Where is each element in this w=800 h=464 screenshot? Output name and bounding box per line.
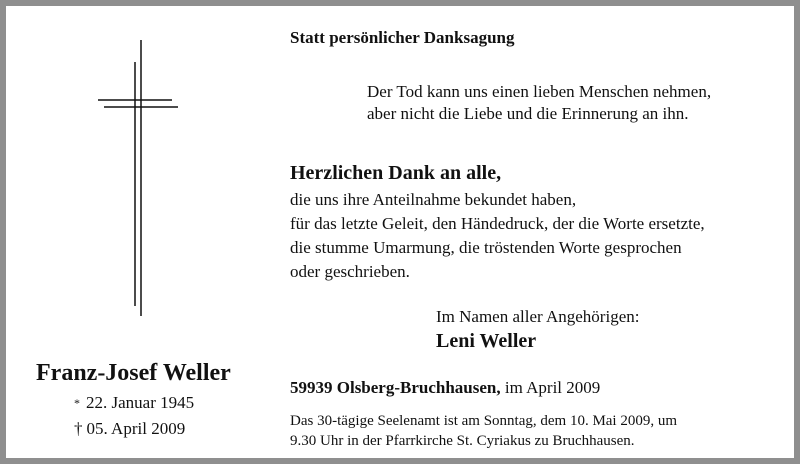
place-name: 59939 Olsberg-Bruchhausen, — [290, 378, 501, 397]
death-date-text: 05. April 2009 — [86, 419, 186, 438]
signature-intro: Im Namen aller Angehörigen: — [436, 307, 640, 326]
thanks-body — [290, 188, 705, 284]
birth-date-text: 22. Januar 1945 — [86, 393, 195, 412]
heading: Statt persönlicher Danksagung — [290, 28, 515, 47]
quote-line: aber nicht die Liebe und die Erinnerung an ihn. — [367, 104, 689, 123]
notice-line: Das 30-tägige Seelenamt ist am Sonntag, dem 10. Mai 2009, um — [290, 413, 678, 429]
death-date — [74, 419, 185, 439]
notice-line: 9.30 Uhr in der Pfarrkirche St. Cyriakus zu Bruchhausen. — [290, 433, 635, 449]
death-symbol: † — [74, 419, 83, 438]
quote — [367, 81, 711, 125]
thanks-line: die stumme Umarmung, die tröstenden Worte gesprochen — [290, 238, 682, 257]
place-date-line — [290, 378, 600, 398]
place-date: im April 2009 — [500, 378, 601, 397]
cross-icon — [92, 40, 184, 316]
birth-symbol: * — [74, 396, 80, 410]
thanks-line: die uns ihre Anteilnahme bekundet haben, — [290, 190, 577, 209]
thanks-line: für das letzte Geleit, den Händedruck, der die Worte ersetzte, — [290, 214, 705, 233]
thanks-line: oder geschrieben. — [290, 262, 410, 281]
signature-name: Leni Weller — [436, 330, 537, 352]
thanks-title: Herzlichen Dank an alle, — [290, 162, 502, 184]
quote-line: Der Tod kann uns einen lieben Menschen nehmen, — [367, 82, 712, 101]
deceased-name: Franz-Josef Weller — [36, 360, 231, 386]
requiem-notice — [290, 411, 677, 451]
birth-date — [74, 393, 194, 413]
